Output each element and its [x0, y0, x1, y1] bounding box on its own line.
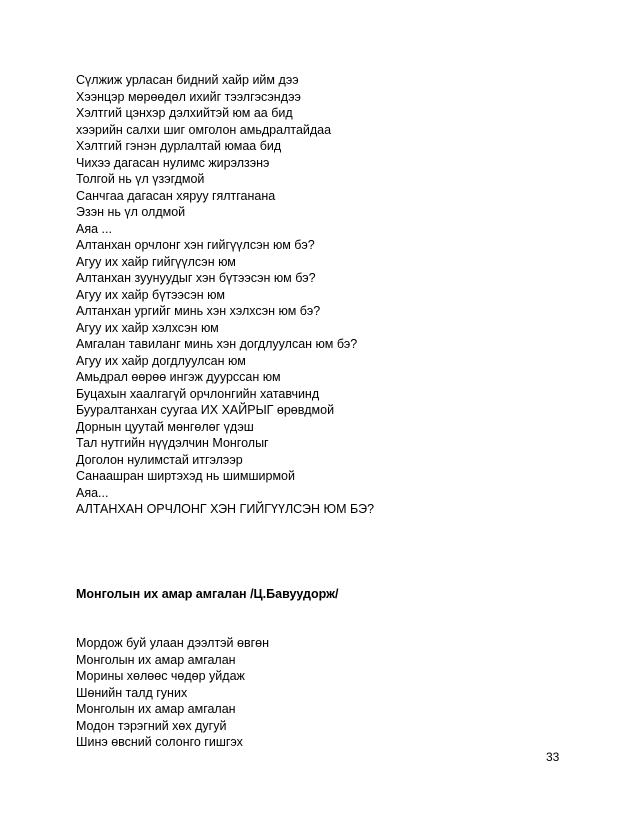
poem-line: Модон тэрэгний хөх дугуй	[76, 718, 227, 733]
poem-line: Хээнцэр мөрөөдөл ихийг тээлгэсэндээ	[76, 89, 301, 104]
poem-line: Толгой нь үл үзэгдмой	[76, 172, 205, 186]
poem-line: Доголон нулимстай итгэлээр	[76, 452, 243, 467]
poem-line: Аяа...	[76, 485, 109, 500]
poem-line: Агуу их хайр хэлхсэн юм	[76, 320, 219, 335]
poem-line: Эзэн нь үл олдмой	[76, 205, 186, 219]
poem-line: Шөнийн талд гуних	[76, 685, 188, 700]
poem-line: Алтанхан ургийг минь хэн хэлхсэн юм бэ?	[76, 304, 321, 318]
poem-line: Монголын их амар амгалан	[76, 652, 236, 667]
poem-line: Хэлтгий цэнхэр дэлхийтэй юм аа бид	[76, 106, 293, 120]
poem-title: Монголын их амар амгалан /Ц.Бавуудорж/	[76, 587, 339, 601]
poem-first	[76, 72, 576, 518]
poem-line: Чихээ дагасан нулимс жирэлзэнэ	[76, 155, 270, 170]
poem-line: Монголын их амар амгалан	[76, 702, 236, 716]
poem-line: Санчгаа дагасан хяруу гялтганана	[76, 188, 276, 203]
poem-line: Агуу их хайр бүтээсэн юм	[76, 287, 225, 302]
poem-line: Хэлтгий гэнэн дурлалтай юмаа бид	[76, 139, 282, 153]
poem-line: хээрийн салхи шиг омголон амьдралтайдаа	[76, 122, 332, 137]
poem-line: Алтанхан орчлонг хэн гийгүүлсэн юм бэ?	[76, 238, 315, 252]
poem-line: Морины хөлөөс чөдөр уйдаж	[76, 669, 245, 683]
poem-line: Шинэ өвсний солонго гишгэх	[76, 735, 243, 749]
poem-line: Тал нутгийн нүүдэлчин Монголыг	[76, 436, 269, 450]
poem-line: Амгалан тавиланг минь хэн догдлуулсан юм бэ?	[76, 337, 358, 351]
poem-line: Агуу их хайр догдлуулсан юм	[76, 353, 246, 368]
poem-line: Мордож буй улаан дээлтэй өвгөн	[76, 636, 270, 650]
poem-line: Агуу их хайр гийгүүлсэн юм	[76, 254, 236, 269]
poem-line: Амьдрал өөрөө ингэж дуурссан юм	[76, 370, 281, 384]
page-number: 33	[546, 750, 560, 764]
poem-line: Алтанхан зуунуудыг хэн бүтээсэн юм бэ?	[76, 271, 316, 285]
poem-line: Санаашран ширтэхэд нь шимширмой	[76, 469, 295, 483]
poem-second	[76, 635, 576, 751]
poem-line: АЛТАНХАН ОРЧЛОНГ ХЭН ГИЙГҮҮЛСЭН ЮМ БЭ?	[76, 502, 375, 516]
poem-line: Буцахын хаалгагүй орчлонгийн хатавчинд	[76, 386, 320, 401]
poem-line: Дорнын цуутай мөнгөлөг үдэш	[76, 419, 254, 434]
poem-line: Сүлжиж урласан бидний хайр ийм дээ	[76, 73, 299, 87]
poem-line: Аяа ...	[76, 221, 112, 236]
poem-line: Бууралтанхан суугаа ИХ ХАЙРЫГ өрөвдмой	[76, 403, 335, 417]
